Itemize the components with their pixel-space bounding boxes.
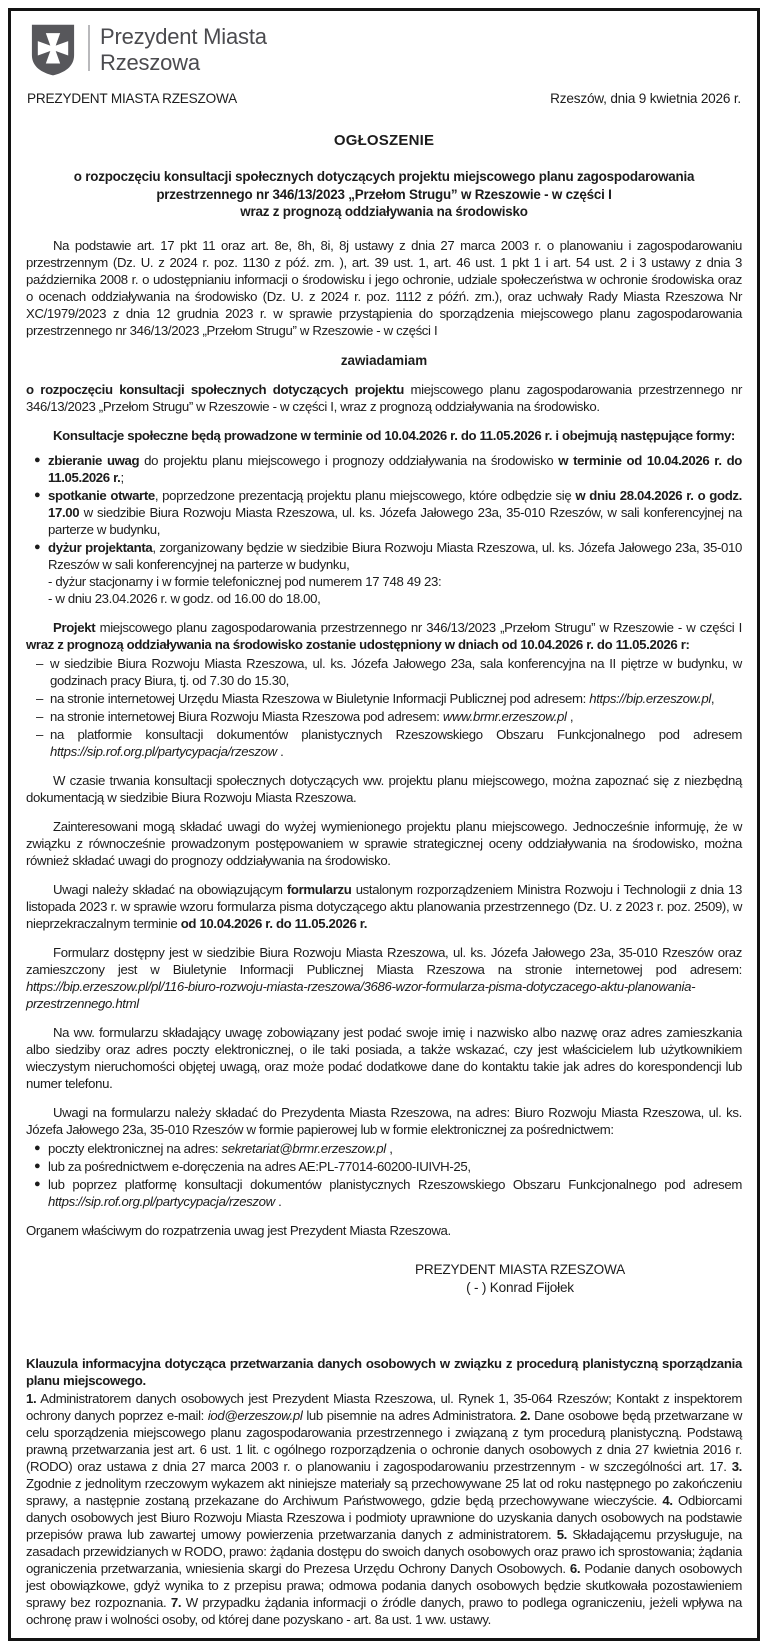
interested-paragraph: Zainteresowani mogą składać uwagi do wyżej wymienionego projektu planu miejscowego. Jednocześnie informuję, że w związku z równocześnie prowadzonym postępowaniem w sprawie strategicznej oceny oddziaływania na środowisko, można również składać uwagi do prognozy oddziaływania na środowisko. [26, 818, 742, 868]
rodo-heading: Klauzula informacyjna dotycząca przetwarzania danych osobowych w związku z procedurą planistyczną sporządzania planu miejscowego. [26, 1355, 742, 1388]
consultation-forms-list [26, 452, 742, 607]
letterhead-title-line1: Prezydent Miasta [100, 24, 267, 49]
subtitle-line: o rozpoczęciu konsultacji społecznych dotyczących projektu miejscowego planu zagospodarowania [73, 169, 695, 184]
list-item-siedziba: – w siedzibie Biura Rozwoju Miasta Rzeszowa, ul. ks. Józefa Jałowego 23a, sala konferencyjna na II piętrze w budynku, w godzinach pracy Biura, tj. od 7.30 do 15.30, [36, 655, 742, 688]
letterhead-divider [88, 25, 90, 71]
header-row [27, 91, 741, 106]
subtitle-line: wraz z prognozą oddziaływania na środowisko [240, 204, 528, 219]
bullet-icon: ● [34, 540, 41, 553]
zawiadamiam-heading: zawiadamiam [340, 352, 428, 368]
list-item-dyzur-projektanta: ● dyżur projektanta, zorganizowany będzie w siedzibie Biura Rozwoju Miasta Rzeszowa, ul. ks. Józefa Jałowego 23a, 35-010 Rzeszów w sali konferencyjnej na parterze w budynku, - dyżur stacjonarny i w formie telefonicznej pod numerem 17 748 49 23: - w dniu 23.04.2026 r. w godz. od 16.00 do 18.00, [34, 539, 742, 606]
submission-channels-list [26, 1140, 742, 1210]
form-availability-paragraph: Formularz dostępny jest w siedzibie Biura Rozwoju Miasta Rzeszowa, ul. ks. Józefa Jałowego 23a, 35-010 Rzeszów oraz zamieszczony jest w Biuletynie Informacji Publicznej Miasta Rzeszowa na stronie internetowej pod adresem: https://bip.erzeszow.pl/pl/116-biuro-rozwoju-miasta-rzeszowa/3686-wzor-formularza-pisma-dotyczacego-aktu-planowania-przestrzennego.html [26, 944, 742, 1011]
dash-icon: – [36, 690, 43, 706]
rodo-clause-section [26, 1355, 742, 1628]
list-item-bip: – na stronie internetowej Urzędu Miasta Rzeszowa w Biuletynie Informacji Publicznej pod adresem: https://bip.erzeszow.pl, [36, 690, 715, 706]
notice-paragraph: o rozpoczęciu konsultacji społecznych dotyczących projektu miejscowego planu zagospodarowania przestrzennego nr 346/13/2023 „Przełom Strugu” w Rzeszowie - w części I, wraz z prognozą oddziaływania na środowisko. [26, 381, 742, 414]
list-item-zbieranie-uwag: ● zbieranie uwag do projektu planu miejscowego i prognozy oddziaływania na środowisko w terminie od 10.04.2026 r. do 11.05.2026 r.; [34, 452, 743, 485]
bullet-icon: ● [34, 1141, 41, 1154]
letterhead [28, 23, 742, 77]
bullet-icon: ● [34, 488, 41, 501]
list-item-brmr: – na stronie internetowej Biura Rozwoju Miasta Rzeszowa pod adresem: www.brmr.erzeszow.pl , [36, 708, 574, 724]
subtitle-line: przestrzennego nr 346/13/2023 „Przełom Strugu” w Rzeszowie - w części I [156, 186, 612, 202]
duty-subline: - w dniu 23.04.2026 r. w godz. od 16.00 do 18.00, [48, 590, 321, 606]
signature-name: ( - ) Konrad Fijołek [466, 1279, 574, 1295]
rzeszow-coat-of-arms-icon [28, 23, 78, 77]
form-requirements-paragraph: Na ww. formularzu składający uwagę zobowiązany jest podać swoje imię i nazwisko albo nazwę oraz adres zamieszkania albo siedziby oraz adres poczty elektronicznej, o ile taki posiada, a także wskazać, czy jest właścicielem lub użytkownikiem wieczystym nieruchomości objętej uwagą, oraz może podać dodatkowe dane do kontaktu takie jak adres do korespondencji lub numer telefonu. [26, 1024, 742, 1091]
bullet-icon: ● [34, 453, 41, 466]
list-item-spotkanie-otwarte: ● spotkanie otwarte, poprzedzone prezentacją projektu planu miejscowego, które odbędzie się w dniu 28.04.2026 r. o godz. 17.00 w siedzibie Biura Rozwoju Miasta Rzeszowa, ul. ks. Józefa Jałowego 23a, 35-010 Rzeszów, w sali konferencyjnej na parterze w budynku, [34, 487, 742, 537]
submission-paragraph: Uwagi na formularzu należy składać do Prezydenta Miasta Rzeszowa, na adres: Biuro Rozwoju Miasta Rzeszowa, ul. ks. Józefa Jałowego 23a, 35-010 Rzeszów w formie papierowej lub w formie elektronicznej za pośrednictwem: [26, 1104, 742, 1137]
document-frame [8, 8, 760, 1641]
rodo-body: 1. Administratorem danych osobowych jest Prezydent Miasta Rzeszowa, ul. Rynek 1, 35-064 Rzeszów; Kontakt z inspektorem ochrony danych poprzez e-mail: iod@erzeszow.pl lub pisemnie na adres Administratora. 2. Dane osobowe będą przetwarzane w celu sporządzenia miejscowego planu zagospodarowania przestrzennego i związaną z tym procedurą planistyczną. Podstawą prawną przetwarzania jest art. 6 ust. 1 lit. c ogólnego rozporządzenia o ochronie danych osobowych z dnia 27 kwietnia 2016 r. (RODO) oraz ustawa z dnia 27 marca 2003 r. o planowaniu i zagospodarowaniu przestrzennym - w szczególności art. 17. 3. Zgodnie z jednolitym rzeczowym wykazem akt niniejsze materiały są przechowywane 25 lat od roku następnego po zakończeniu sprawy, a następnie zostaną przekazane do Archiwum Państwowego, gdzie będą przechowywane wieczyście. 4. Odbiorcami danych osobowych jest Biuro Rozwoju Miasta Rzeszowa i podmioty uprawnione do uzyskania danych osobowych na podstawie przepisów prawa lub zawartej umowy powierzenia przetwarzania danych z administratorem. 5. Składającemu przysługuje, na zasadach przewidzianych w RODO, prawo: żądania dostępu do swoich danych osobowych oraz prawo ich sprostowania; żądania ograniczenia przetwarzania, wniesienia skargi do Prezesa Urzędu Ochrony Danych Osobowych. 6. Podanie danych osobowych jest obowiązkowe, gdyż wynika to z przepisu prawa; odmowa podania danych osobowych będzie skutkowała pozostawieniem sprawy bez rozpoznania. 7. W przypadku żądania informacji o źródle danych, prawo to podlega ograniczeniu, jeżeli wpływa na ochronę praw i wolności osoby, od której dane pozyskano - art. 8a ust. 1 ww. ustawy. [26, 1390, 742, 1627]
dash-icon: – [36, 726, 43, 742]
page-title: OGŁOSZENIE [333, 132, 435, 149]
list-item-edoreczenia: ● lub za pośrednictwem e-doręczenia na adres AE:PL-77014-60200-IUIVH-25, [34, 1158, 471, 1174]
letterhead-title [100, 24, 267, 76]
list-item-email: ● poczty elektronicznej na adres: sekretariat@brmr.erzeszow.pl , [34, 1140, 393, 1156]
documentation-paragraph: W czasie trwania konsultacji społecznych dotyczących ww. projektu planu miejscowego, można zapoznać się z niezbędną dokumentacją w siedzibie Biura Rozwoju Miasta Rzeszowa. [26, 772, 742, 805]
place-date: Rzeszów, dnia 9 kwietnia 2026 r. [550, 91, 741, 106]
signature-title: PREZYDENT MIASTA RZESZOWA [414, 1261, 625, 1277]
bullet-icon: ● [34, 1177, 41, 1190]
availability-places-list [26, 655, 742, 760]
consultation-period-paragraph: Konsultacje społeczne będą prowadzone w terminie od 10.04.2026 r. do 11.05.2026 r. i obejmują następujące formy: [53, 427, 735, 443]
dash-icon: – [36, 708, 43, 724]
sender-label: PREZYDENT MIASTA RZESZOWA [27, 91, 238, 106]
signature-block [370, 1261, 670, 1297]
subtitle [26, 168, 742, 221]
duty-subline: - dyżur stacjonarny i w formie telefonicznej pod numerem 17 748 49 23: [48, 573, 442, 589]
letterhead-title-line2: Rzeszowa [100, 50, 200, 75]
authority-paragraph: Organem właściwym do rozpatrzenia uwag jest Prezydent Miasta Rzeszowa. [26, 1222, 451, 1238]
list-item-platforma-rof: ● lub poprzez platformę konsultacji dokumentów planistycznych Rzeszowskiego Obszaru Funkcjonalnego pod adresem https://sip.rof.org.pl/partycypacja/rzeszow . [34, 1176, 742, 1209]
list-item-platforma: – na platformie konsultacji dokumentów planistycznych Rzeszowskiego Obszaru Funkcjonalnego pod adresem https://sip.rof.org.pl/partycypacja/rzeszow . [36, 726, 742, 759]
dash-icon: – [36, 655, 43, 671]
bullet-icon: ● [34, 1159, 41, 1172]
legal-basis-paragraph: Na podstawie art. 17 pkt 11 oraz art. 8e, 8h, 8i, 8j ustawy z dnia 27 marca 2003 r. o planowaniu i zagospodarowaniu przestrzennym (Dz. U. z 2024 r. poz. 1130 z póź. zm. ), art. 39 ust. 1, art. 46 ust. 1 pkt 1 i art. 54 ust. 2 i 3 ustawy z dnia 3 października 2008 r. o udostępnianiu informacji o środowisku i jego ochronie, udziale społeczeństwa w ochronie środowiska oraz o ocenach oddziaływania na środowisko (Dz. U. z 2024 r. poz. 1112 z późń. zm.), oraz uchwały Rady Miasta Rzeszowa Nr XC/1979/2023 z dnia 12 grudnia 2023 r. w sprawie przystąpienia do sporządzenia miejscowego planu zagospodarowania przestrzennego nr 346/13/2023 „Przełom Strugu” w Rzeszowie - w części I [26, 237, 742, 338]
project-availability-paragraph: Projekt miejscowego planu zagospodarowania przestrzennego nr 346/13/2023 „Przełom Strugu” w Rzeszowie - w części I wraz z prognozą oddziaływania na środowisko zostanie udostępniony w dniach od 10.04.2026 r. do 11.05.2026 r: [26, 619, 742, 652]
remarks-form-paragraph: Uwagi należy składać na obowiązującym formularzu ustalonym rozporządzeniem Ministra Rozwoju i Technologii z dnia 13 listopada 2023 r. w sprawie wzoru formularza pisma dotyczącego aktu planowania przestrzennego (Dz. U. z 2023 r. poz. 2509), w nieprzekraczalnym terminie od 10.04.2026 r. do 11.05.2026 r. [26, 881, 742, 931]
